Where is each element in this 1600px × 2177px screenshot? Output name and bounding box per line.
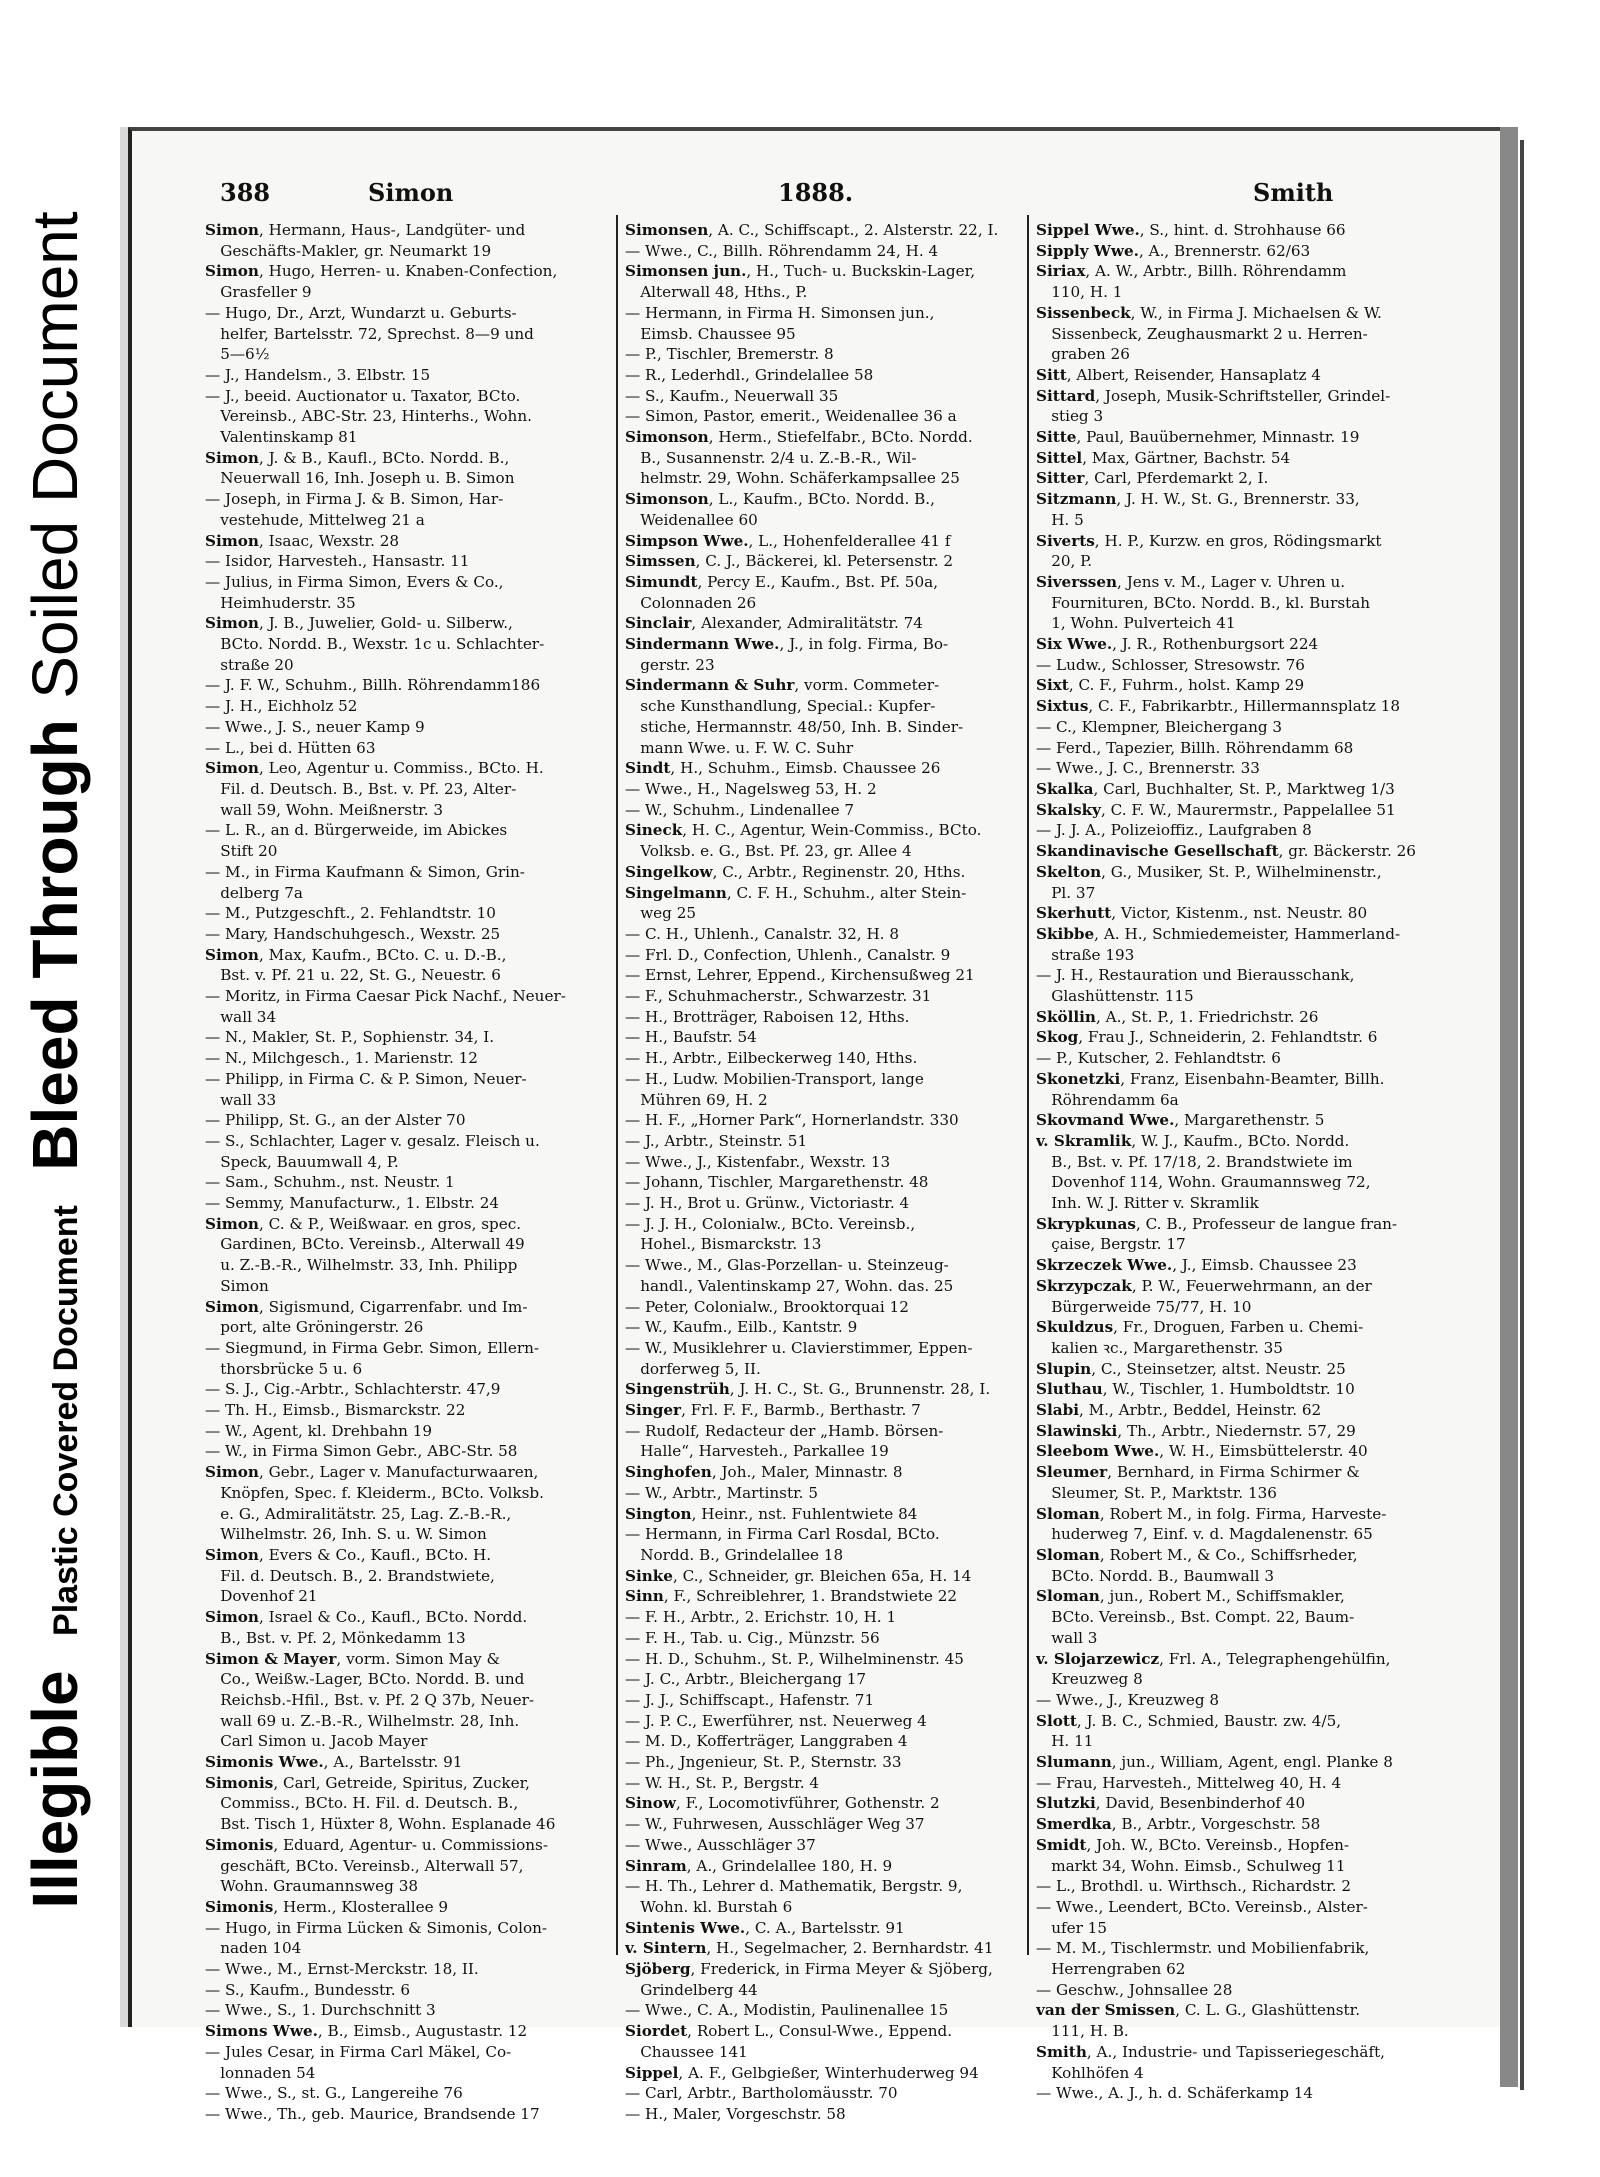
directory-entry-line: — F. H., Tab. u. Cig., Münzstr. 56 bbox=[625, 1628, 880, 1647]
directory-entry-line: u. Z.-B.-R., Wilhelmstr. 33, Inh. Philipp bbox=[205, 1256, 518, 1275]
directory-entry-line: Skerhutt, Victor, Kistenm., nst. Neustr. 80 bbox=[1036, 904, 1368, 923]
directory-entry-line: Sipply Wwe., A., Brennerstr. 62/63 bbox=[1036, 241, 1311, 260]
directory-entry-line: — N., Makler, St. P., Sophienstr. 34, I. bbox=[205, 1028, 495, 1047]
directory-entry-line: Dovenhof 21 bbox=[205, 1587, 318, 1606]
directory-entry-line: Simon, Hugo, Herren- u. Knaben-Confection, bbox=[205, 262, 558, 281]
directory-entry-line: — Ph., Jngenieur, St. P., Sternstr. 33 bbox=[625, 1753, 902, 1772]
directory-entry-line: Sippel Wwe., S., hint. d. Strohhause 66 bbox=[1036, 221, 1346, 239]
directory-entry-line: — Ferd., Tapezier, Billh. Röhrendamm 68 bbox=[1036, 738, 1354, 757]
directory-entry-line: Sitt, Albert, Reisender, Hansaplatz 4 bbox=[1036, 365, 1321, 384]
directory-entry-line: Singer, Frl. F. F., Barmb., Berthastr. 7 bbox=[625, 1401, 921, 1420]
directory-entry-line: — P., Kutscher, 2. Fehlandtstr. 6 bbox=[1036, 1049, 1281, 1068]
directory-entry-line: — Wwe., J. S., neuer Kamp 9 bbox=[205, 717, 425, 736]
directory-entry-line: straße 193 bbox=[1036, 945, 1135, 964]
directory-entry-line: Smith, A., Industrie- und Tapisseriegeschäft, bbox=[1036, 2042, 1386, 2061]
directory-entry-line: straße 20 bbox=[205, 655, 294, 674]
directory-entry-line: Slupin, C., Steinsetzer, altst. Neustr. 25 bbox=[1036, 1359, 1346, 1378]
directory-entry-line: — Isidor, Harvesteh., Hansastr. 11 bbox=[205, 552, 470, 571]
directory-entry-line: Sjöberg, Frederick, in Firma Meyer & Sjöberg, bbox=[625, 1960, 993, 1979]
directory-entry-line: Chaussee 141 bbox=[625, 2042, 748, 2061]
directory-entry-line: B., Susannenstr. 2/4 u. Z.-B.-R., Wil- bbox=[625, 448, 917, 467]
directory-entry-line: markt 34, Wohn. Eimsb., Schulweg 11 bbox=[1036, 1856, 1346, 1875]
directory-entry-line: — Wwe., C., Billh. Röhrendamm 24, H. 4 bbox=[625, 241, 939, 260]
directory-entry-line: mann Wwe. u. F. W. C. Suhr bbox=[625, 738, 854, 757]
directory-entry-line: Sloman, Robert M., & Co., Schiffsrheder, bbox=[1036, 1546, 1358, 1564]
directory-entry-line: Grindelberg 44 bbox=[625, 1980, 758, 1999]
directory-entry-line: Halle“, Harvesteh., Parkallee 19 bbox=[625, 1442, 889, 1461]
directory-entry-line: Simundt, Percy E., Kaufm., Bst. Pf. 50a, bbox=[625, 572, 939, 591]
directory-entry-line: — J. J., Schiffscapt., Hafenstr. 71 bbox=[625, 1690, 875, 1709]
directory-entry-line: — Hermann, in Firma H. Simonsen jun., bbox=[625, 303, 935, 322]
directory-entry-line: wall 3 bbox=[1036, 1628, 1098, 1647]
directory-entry-line: — Wwe., Leendert, BCto. Vereinsb., Alster- bbox=[1036, 1897, 1368, 1916]
directory-entry-line: dorferweg 5, II. bbox=[625, 1359, 761, 1378]
directory-entry-line: Simonson, Herm., Stiefelfabr., BCto. Nordd. bbox=[625, 428, 973, 447]
directory-column-1 bbox=[205, 220, 615, 2125]
directory-entry-line: Reichsb.-Hfil., Bst. v. Pf. 2 Q 37b, Neuer- bbox=[205, 1690, 534, 1709]
directory-entry-line: — W., Fuhrwesen, Ausschläger Weg 37 bbox=[625, 1815, 925, 1834]
directory-entry-line: Skalka, Carl, Buchhalter, St. P., Marktweg 1/3 bbox=[1036, 779, 1395, 798]
directory-entry-line: Sippel, A. F., Gelbgießer, Winterhuderweg 94 bbox=[625, 2063, 979, 2082]
directory-entry-line: Inh. W. J. Ritter v. Skramlik bbox=[1036, 1194, 1259, 1213]
directory-entry-line: — F. H., Arbtr., 2. Erichstr. 10, H. 1 bbox=[625, 1608, 897, 1627]
directory-entry-line: Glashüttenstr. 115 bbox=[1036, 987, 1194, 1006]
directory-entry-line: — W., in Firma Simon Gebr., ABC-Str. 58 bbox=[205, 1442, 518, 1461]
directory-entry-line: Wohn. kl. Burstah 6 bbox=[625, 1897, 793, 1916]
directory-entry-line: Sloman, jun., Robert M., Schiffsmakler, bbox=[1036, 1587, 1345, 1606]
directory-entry-line: — Wwe., J. C., Brennerstr. 33 bbox=[1036, 759, 1260, 778]
directory-entry-line: — J. P. C., Ewerführer, nst. Neuerweg 4 bbox=[625, 1711, 927, 1730]
directory-entry-line: — Wwe., M., Ernst-Merckstr. 18, II. bbox=[205, 1960, 479, 1979]
directory-entry-line: — Wwe., J., Kreuzweg 8 bbox=[1036, 1690, 1220, 1709]
directory-entry-line: wall 33 bbox=[205, 1090, 277, 1109]
soiled-document-label: Soiled Document bbox=[19, 211, 91, 699]
directory-entry-line: Simon, Hermann, Haus-, Landgüter- und bbox=[205, 221, 526, 239]
directory-entry-line: Sinow, F., Locomotivführer, Gothenstr. 2 bbox=[625, 1794, 940, 1813]
directory-entry-line: — Frau, Harvesteh., Mittelweg 40, H. 4 bbox=[1036, 1773, 1342, 1792]
directory-entry-line: — L., bei d. Hütten 63 bbox=[205, 738, 376, 757]
directory-entry-line: — H. D., Schuhm., St. P., Wilhelminenstr. 45 bbox=[625, 1649, 964, 1668]
directory-entry-line: — Ernst, Lehrer, Eppend., Kirchensußweg 21 bbox=[625, 966, 975, 985]
directory-entry-line: Sinram, A., Grindelallee 180, H. 9 bbox=[625, 1856, 893, 1875]
directory-entry-line: — Wwe., A. J., h. d. Schäferkamp 14 bbox=[1036, 2084, 1314, 2103]
directory-entry-line: v. Slojarzewicz, Frl. A., Telegraphengehülfin, bbox=[1036, 1649, 1391, 1668]
directory-entry-line: — Semmy, Manufacturw., 1. Elbstr. 24 bbox=[205, 1194, 500, 1213]
directory-entry-line: 110, H. 1 bbox=[1036, 283, 1123, 302]
directory-entry-line: — W., Agent, kl. Drehbahn 19 bbox=[205, 1421, 433, 1440]
directory-entry-line: — Hugo, Dr., Arzt, Wundarzt u. Geburts- bbox=[205, 303, 517, 322]
directory-entry-line: stieg 3 bbox=[1036, 407, 1104, 426]
directory-entry-line: Smidt, Joh. W., BCto. Vereinsb., Hopfen- bbox=[1036, 1835, 1349, 1854]
directory-entry-line: H. 11 bbox=[1036, 1732, 1094, 1751]
directory-entry-line: Eimsb. Chaussee 95 bbox=[625, 324, 796, 343]
directory-entry-line: helfer, Bartelsstr. 72, Sprechst. 8—9 und bbox=[205, 324, 534, 343]
directory-entry-line: Speck, Bauumwall 4, P. bbox=[205, 1152, 399, 1171]
directory-entry-line: thorsbrücke 5 u. 6 bbox=[205, 1359, 363, 1378]
directory-entry-line: port, alte Gröningerstr. 26 bbox=[205, 1318, 424, 1337]
plastic-covered-label: Plastic Covered Document bbox=[47, 1205, 85, 1636]
directory-entry-line: Colonnaden 26 bbox=[625, 593, 757, 612]
directory-entry-line: Volksb. e. G., Bst. Pf. 23, gr. Allee 4 bbox=[625, 842, 912, 861]
directory-entry-line: Sleumer, St. P., Marktstr. 136 bbox=[1036, 1483, 1277, 1502]
directory-entry-line: Simon, Evers & Co., Kaufl., BCto. H. bbox=[205, 1546, 492, 1564]
directory-entry-line: Skonetzki, Franz, Eisenbahn-Beamter, Billh. bbox=[1036, 1069, 1385, 1088]
directory-entry-line: graben 26 bbox=[1036, 345, 1130, 364]
directory-entry-line: Alterwall 48, Hths., P. bbox=[625, 283, 808, 302]
directory-entry-line: Sleumer, Bernhard, in Firma Schirmer & bbox=[1036, 1463, 1360, 1482]
directory-entry-line: Hohel., Bismarckstr. 13 bbox=[625, 1235, 822, 1254]
directory-entry-line: — S., Schlachter, Lager v. gesalz. Fleisch u. bbox=[205, 1131, 540, 1150]
directory-entry-line: — Wwe., J., Kistenfabr., Wexstr. 13 bbox=[625, 1152, 891, 1171]
directory-entry-line: Sintenis Wwe., C. A., Bartelsstr. 91 bbox=[625, 1918, 905, 1937]
directory-entry-line: Siverssen, Jens v. M., Lager v. Uhren u. bbox=[1036, 572, 1346, 591]
directory-entry-line: Sitzmann, J. H. W., St. G., Brennerstr. 33, bbox=[1036, 490, 1360, 509]
directory-entry-line: — W., Schuhm., Lindenallee 7 bbox=[625, 800, 855, 819]
directory-entry-line: Sington, Heinr., nst. Fuhlentwiete 84 bbox=[625, 1504, 918, 1523]
directory-entry-line: Valentinskamp 81 bbox=[205, 428, 358, 447]
directory-entry-line: stiche, Hermannstr. 48/50, Inh. B. Sinder- bbox=[625, 717, 964, 736]
directory-column-3 bbox=[1036, 220, 1456, 2104]
directory-entry-line: Sluthau, W., Tischler, 1. Humboldtstr. 10 bbox=[1036, 1380, 1355, 1399]
directory-entry-line: — Sam., Schuhm., nst. Neustr. 1 bbox=[205, 1173, 455, 1192]
directory-entry-line: Sineck, H. C., Agentur, Wein-Commiss., BCto. bbox=[625, 821, 982, 840]
directory-entry-line: Simonsen jun., H., Tuch- u. Buckskin-Lager, bbox=[625, 262, 976, 281]
directory-entry-line: 20, P. bbox=[1036, 552, 1093, 571]
bleed-through-label: Bleed Through bbox=[19, 719, 91, 1171]
directory-entry-line: BCto. Nordd. B., Baumwall 3 bbox=[1036, 1566, 1274, 1585]
directory-entry-line: Simonis, Eduard, Agentur- u. Commissions- bbox=[205, 1835, 548, 1854]
directory-entry-line: — H., Baufstr. 54 bbox=[625, 1028, 757, 1047]
condition-label-text bbox=[18, 211, 92, 1908]
directory-entry-line: — N., Milchgesch., 1. Marienstr. 12 bbox=[205, 1049, 478, 1068]
column-rule bbox=[616, 215, 618, 1955]
directory-entry-line: Slumann, jun., William, Agent, engl. Planke 8 bbox=[1036, 1753, 1393, 1772]
directory-entry-line: — J. J. A., Polizeioffiz., Laufgraben 8 bbox=[1036, 821, 1312, 840]
directory-entry-line: — W., Arbtr., Martinstr. 5 bbox=[625, 1483, 818, 1502]
directory-entry-line: Skrzeczek Wwe., J., Eimsb. Chaussee 23 bbox=[1036, 1256, 1357, 1275]
directory-entry-line: sche Kunsthandlung, Special.: Kupfer- bbox=[625, 697, 936, 716]
directory-entry-line: — H., Arbtr., Eilbeckerweg 140, Hths. bbox=[625, 1049, 918, 1068]
directory-entry-line: — Wwe., C. A., Modistin, Paulinenallee 15 bbox=[625, 2001, 949, 2020]
directory-entry-line: — M. D., Kofferträger, Langgraben 4 bbox=[625, 1732, 908, 1751]
directory-entry-line: Singhofen, Joh., Maler, Minnastr. 8 bbox=[625, 1463, 903, 1482]
directory-entry-line: — J., beeid. Auctionator u. Taxator, BCto. bbox=[205, 386, 521, 405]
directory-entry-line: — H., Brotträger, Raboisen 12, Hths. bbox=[625, 1007, 910, 1026]
directory-entry-line: Simssen, C. J., Bäckerei, kl. Petersenstr. 2 bbox=[625, 552, 954, 571]
directory-entry-line: Simon, J. B., Juwelier, Gold- u. Silberw., bbox=[205, 614, 513, 633]
directory-entry-line: — Moritz, in Firma Caesar Pick Nachf., Neuer- bbox=[205, 987, 566, 1006]
directory-entry-line: Slutzki, David, Besenbinderhof 40 bbox=[1036, 1794, 1306, 1813]
directory-entry-line: — F., Schuhmacherstr., Schwarzestr. 31 bbox=[625, 987, 932, 1006]
directory-entry-line: — Wwe., S., st. G., Langereihe 76 bbox=[205, 2084, 463, 2103]
directory-entry-line: — Frl. D., Confection, Uhlenh., Canalstr. 9 bbox=[625, 945, 951, 964]
directory-entry-line: Sköllin, A., St. P., 1. Friedrichstr. 26 bbox=[1036, 1007, 1319, 1026]
directory-entry-line: Neuerwall 16, Inh. Joseph u. B. Simon bbox=[205, 469, 515, 488]
directory-entry-line: Fournituren, BCto. Nordd. B., kl. Burstah bbox=[1036, 593, 1371, 612]
directory-entry-line: Kohlhöfen 4 bbox=[1036, 2063, 1144, 2082]
directory-entry-line: Skandinavische Gesellschaft, gr. Bäckerstr. 26 bbox=[1036, 842, 1416, 861]
directory-entry-line: — Mary, Handschuhgesch., Wexstr. 25 bbox=[205, 924, 501, 943]
directory-entry-line: vestehude, Mittelweg 21 a bbox=[205, 510, 425, 529]
directory-entry-line: — Hermann, in Firma Carl Rosdal, BCto. bbox=[625, 1525, 940, 1544]
directory-entry-line: — M., Putzgeschft., 2. Fehlandtstr. 10 bbox=[205, 904, 496, 923]
directory-entry-line: — J. J. H., Colonialw., BCto. Vereinsb., bbox=[625, 1214, 916, 1233]
directory-entry-line: Sinclair, Alexander, Admiralitätstr. 74 bbox=[625, 614, 923, 633]
directory-entry-line: Pl. 37 bbox=[1036, 883, 1096, 902]
directory-entry-line: Kreuzweg 8 bbox=[1036, 1670, 1143, 1689]
directory-entry-line: — Ludw., Schlosser, Stresowstr. 76 bbox=[1036, 655, 1305, 674]
directory-entry-line: Nordd. B., Grindelallee 18 bbox=[625, 1546, 844, 1564]
directory-entry-line: weg 25 bbox=[625, 904, 697, 923]
left-running-head: Simon bbox=[368, 178, 454, 207]
directory-entry-line: — C., Klempner, Bleichergang 3 bbox=[1036, 717, 1283, 736]
directory-entry-line: — Th. H., Eimsb., Bismarckstr. 22 bbox=[205, 1401, 466, 1420]
directory-entry-line: — J. H., Brot u. Grünw., Victoriastr. 4 bbox=[625, 1194, 910, 1213]
directory-entry-line: ufer 15 bbox=[1036, 1918, 1107, 1937]
directory-entry-line: — Simon, Pastor, emerit., Weidenallee 36 a bbox=[625, 407, 957, 426]
directory-entry-line: Commiss., BCto. H. Fil. d. Deutsch. B., bbox=[205, 1794, 519, 1813]
directory-entry-line: Dovenhof 114, Wohn. Graumannsweg 72, bbox=[1036, 1173, 1371, 1192]
page-number: 388 bbox=[220, 178, 271, 207]
directory-entry-line: Skuldzus, Fr., Droguen, Farben u. Chemi- bbox=[1036, 1318, 1364, 1337]
facing-page-edge bbox=[1500, 127, 1518, 2087]
directory-entry-line: wall 34 bbox=[205, 1007, 277, 1026]
directory-entry-line: — H., Maler, Vorgeschstr. 58 bbox=[625, 2104, 846, 2123]
directory-entry-line: — J. C., Arbtr., Bleichergang 17 bbox=[625, 1670, 867, 1689]
directory-entry-line: Sixtus, C. F., Fabrikarbtr., Hillermannsplatz 18 bbox=[1036, 697, 1401, 716]
directory-entry-line: — H., Ludw. Mobilien-Transport, lange bbox=[625, 1069, 924, 1088]
directory-entry-line: lonnaden 54 bbox=[205, 2063, 316, 2082]
directory-entry-line: Wohn. Graumannsweg 38 bbox=[205, 1877, 419, 1896]
directory-entry-line: huderweg 7, Einf. v. d. Magdalenenstr. 65 bbox=[1036, 1525, 1373, 1544]
directory-entry-line: Simonsen, A. C., Schiffscapt., 2. Alsterstr. 22, I. bbox=[625, 221, 999, 239]
directory-entry-line: — Wwe., H., Nagelsweg 53, H. 2 bbox=[625, 779, 877, 798]
directory-entry-line: — M. M., Tischlermstr. und Mobilienfabrik, bbox=[1036, 1939, 1370, 1958]
directory-entry-line: Simon, Israel & Co., Kaufl., BCto. Nordd. bbox=[205, 1608, 528, 1627]
directory-entry-line: Sinn, F., Schreiblehrer, 1. Brandstwiete 22 bbox=[625, 1587, 958, 1606]
condition-label bbox=[0, 130, 110, 1990]
directory-entry-line: — W., Kaufm., Eilb., Kantstr. 9 bbox=[625, 1318, 858, 1337]
directory-entry-line: Simon, Max, Kaufm., BCto. C. u. D.-B., bbox=[205, 945, 507, 964]
directory-entry-line: v. Sintern, H., Segelmacher, 2. Bernhardstr. 41 bbox=[625, 1939, 994, 1958]
directory-entry-line: Bürgerweide 75/77, H. 10 bbox=[1036, 1297, 1252, 1316]
directory-entry-line: Grasfeller 9 bbox=[205, 283, 312, 302]
directory-entry-line: Sitter, Carl, Pferdemarkt 2, I. bbox=[1036, 469, 1269, 488]
directory-entry-line: — Philipp, in Firma C. & P. Simon, Neuer- bbox=[205, 1069, 527, 1088]
directory-entry-line: Singelkow, C., Arbtr., Reginenstr. 20, Hths. bbox=[625, 862, 966, 881]
directory-entry-line: — Hugo, in Firma Lücken & Simonis, Colon- bbox=[205, 1918, 548, 1937]
directory-entry-line: — M., in Firma Kaufmann & Simon, Grin- bbox=[205, 862, 525, 881]
directory-entry-line: Sindermann & Suhr, vorm. Commeter- bbox=[625, 676, 940, 695]
directory-entry-line: 5—6½ bbox=[205, 345, 270, 364]
directory-entry-line: — Wwe., Ausschläger 37 bbox=[625, 1835, 816, 1854]
directory-entry-line: — S. J., Cig.-Arbtr., Schlachterstr. 47,9 bbox=[205, 1380, 501, 1399]
year-heading: 1888. bbox=[778, 178, 854, 207]
directory-entry-line: Slawinski, Th., Arbtr., Niedernstr. 57, 29 bbox=[1036, 1421, 1356, 1440]
directory-entry-line: — L., Brothdl. u. Wirthsch., Richardstr. 2 bbox=[1036, 1877, 1352, 1896]
directory-entry-line: BCto. Vereinsb., Bst. Compt. 22, Baum- bbox=[1036, 1608, 1355, 1627]
directory-entry-line: Bst. v. Pf. 21 u. 22, St. G., Neuestr. 6 bbox=[205, 966, 501, 985]
directory-entry-line: Skibbe, A. H., Schmiedemeister, Hammerland- bbox=[1036, 924, 1401, 943]
directory-entry-line: H. 5 bbox=[1036, 510, 1084, 529]
directory-entry-line: Siordet, Robert L., Consul-Wwe., Eppend. bbox=[625, 2022, 953, 2041]
directory-entry-line: B., Bst. v. Pf. 17/18, 2. Brandstwiete im bbox=[1036, 1152, 1353, 1171]
directory-entry-line: Herrengraben 62 bbox=[1036, 1960, 1186, 1979]
directory-entry-line: wall 59, Wohn. Meißnerstr. 3 bbox=[205, 800, 444, 819]
directory-entry-line: Sindt, H., Schuhm., Eimsb. Chaussee 26 bbox=[625, 759, 941, 778]
directory-entry-line: — P., Tischler, Bremerstr. 8 bbox=[625, 345, 834, 364]
directory-entry-line: — Wwe., M., Glas-Porzellan- u. Steinzeug- bbox=[625, 1256, 949, 1275]
directory-entry-line: wall 69 u. Z.-B.-R., Wilhelmstr. 28, Inh. bbox=[205, 1711, 520, 1730]
directory-entry-line: Röhrendamm 6a bbox=[1036, 1090, 1179, 1109]
directory-entry-line: Siverts, H. P., Kurzw. en gros, Rödingsmarkt bbox=[1036, 531, 1382, 550]
directory-entry-line: gerstr. 23 bbox=[625, 655, 715, 674]
directory-entry-line: Simpson Wwe., L., Hohenfelderallee 41 f bbox=[625, 531, 951, 550]
directory-entry-line: Simon, C. & P., Weißwaar. en gros, spec. bbox=[205, 1214, 522, 1233]
right-running-head: Smith bbox=[1253, 178, 1334, 207]
directory-entry-line: — Siegmund, in Firma Gebr. Simon, Ellern- bbox=[205, 1338, 540, 1357]
directory-entry-line: Sleebom Wwe., W. H., Eimsbüttelerstr. 40 bbox=[1036, 1442, 1368, 1461]
directory-entry-line: Singenstrüh, J. H. C., St. G., Brunnenstr. 28, I. bbox=[625, 1380, 991, 1399]
directory-entry-line: Geschäfts-Makler, gr. Neumarkt 19 bbox=[205, 241, 492, 260]
directory-entry-line: e. G., Admiralitätstr. 25, Lag. Z.-B.-R., bbox=[205, 1504, 512, 1523]
directory-entry-line: Siriax, A. W., Arbtr., Billh. Röhrendamm bbox=[1036, 262, 1347, 281]
directory-entry-line: Skrzypczak, P. W., Feuerwehrmann, an der bbox=[1036, 1276, 1372, 1295]
directory-entry-line: — Joseph, in Firma J. & B. Simon, Har- bbox=[205, 490, 504, 509]
directory-entry-line: Stift 20 bbox=[205, 842, 278, 861]
directory-entry-line: çaise, Bergstr. 17 bbox=[1036, 1235, 1186, 1254]
directory-entry-line: Simonis, Carl, Getreide, Spiritus, Zucker, bbox=[205, 1773, 530, 1792]
directory-column-2 bbox=[625, 220, 1030, 2125]
directory-entry-line: Sissenbeck, W., in Firma J. Michaelsen & W. bbox=[1036, 303, 1382, 322]
directory-entry-line: — J., Arbtr., Steinstr. 51 bbox=[625, 1131, 808, 1150]
directory-entry-line: Carl Simon u. Jacob Mayer bbox=[205, 1732, 428, 1751]
directory-entry-line: Heimhuderstr. 35 bbox=[205, 593, 356, 612]
directory-entry-line: Bst. Tisch 1, Hüxter 8, Wohn. Esplanade 46 bbox=[205, 1815, 556, 1834]
directory-entry-line: Simon, Gebr., Lager v. Manufacturwaaren, bbox=[205, 1463, 539, 1482]
directory-entry-line: 1, Wohn. Pulverteich 41 bbox=[1036, 614, 1236, 633]
directory-entry-line: Slabi, M., Arbtr., Beddel, Heinstr. 62 bbox=[1036, 1401, 1322, 1420]
directory-entry-line: — S., Kaufm., Neuerwall 35 bbox=[625, 386, 839, 405]
directory-entry-line: Slott, J. B. C., Schmied, Baustr. zw. 4/5, bbox=[1036, 1711, 1342, 1730]
directory-entry-line: Sinke, C., Schneider, gr. Bleichen 65a, H. 14 bbox=[625, 1566, 972, 1585]
directory-entry-line: Sindermann Wwe., J., in folg. Firma, Bo- bbox=[625, 635, 949, 654]
page-header bbox=[218, 178, 1458, 214]
directory-entry-line: — S., Kaufm., Bundesstr. 6 bbox=[205, 1980, 411, 1999]
directory-entry-line: v. Skramlik, W. J., Kaufm., BCto. Nordd. bbox=[1036, 1131, 1350, 1150]
directory-entry-line: Simon, Sigismund, Cigarrenfabr. und Im- bbox=[205, 1297, 528, 1316]
directory-entry-line: — Carl, Arbtr., Bartholomäusstr. 70 bbox=[625, 2084, 898, 2103]
illegible-label: Illegible bbox=[19, 1670, 91, 1909]
facing-page-edge-line bbox=[1520, 140, 1524, 2090]
directory-entry-line: Vereinsb., ABC-Str. 23, Hinterhs., Wohn. bbox=[205, 407, 532, 426]
directory-entry-line: Fil. d. Deutsch. B., Bst. v. Pf. 23, Alter- bbox=[205, 779, 517, 798]
directory-entry-line: — Rudolf, Redacteur der „Hamb. Börsen- bbox=[625, 1421, 944, 1440]
directory-entry-line: Simonis, Herm., Klosterallee 9 bbox=[205, 1897, 449, 1916]
directory-entry-line: Co., Weißw.-Lager, BCto. Nordd. B. und bbox=[205, 1670, 525, 1689]
directory-entry-line: — Wwe., Th., geb. Maurice, Brandsende 17 bbox=[205, 2104, 540, 2123]
directory-entry-line: Smerdka, B., Arbtr., Vorgeschstr. 58 bbox=[1036, 1815, 1321, 1834]
directory-entry-line: Sissenbeck, Zeughausmarkt 2 u. Herren- bbox=[1036, 324, 1368, 343]
directory-entry-line: — H. F., „Horner Park“, Hornerlandstr. 330 bbox=[625, 1111, 959, 1130]
directory-entry-line: Simonis Wwe., A., Bartelsstr. 91 bbox=[205, 1753, 463, 1772]
directory-entry-line: Singelmann, C. F. H., Schuhm., alter Stein- bbox=[625, 883, 967, 902]
directory-entry-line: van der Smissen, C. L. G., Glashüttenstr. bbox=[1036, 2001, 1361, 2020]
directory-entry-line: geschäft, BCto. Vereinsb., Alterwall 57, bbox=[205, 1856, 524, 1875]
directory-entry-line: Skelton, G., Musiker, St. P., Wilhelminenstr., bbox=[1036, 862, 1382, 881]
directory-entry-line: — J., Handelsm., 3. Elbstr. 15 bbox=[205, 365, 431, 384]
directory-entry-line: — H. Th., Lehrer d. Mathematik, Bergstr. 9, bbox=[625, 1877, 963, 1896]
directory-entry-line: Skrypkunas, C. B., Professeur de langue fran- bbox=[1036, 1214, 1398, 1233]
directory-entry-line: — Julius, in Firma Simon, Evers & Co., bbox=[205, 572, 504, 591]
directory-entry-line: — Peter, Colonialw., Brooktorquai 12 bbox=[625, 1297, 909, 1316]
directory-entry-line: Simon, J. & B., Kaufl., BCto. Nordd. B., bbox=[205, 448, 510, 467]
directory-entry-line: Simon & Mayer, vorm. Simon May & bbox=[205, 1649, 501, 1668]
directory-entry-line: Sittel, Max, Gärtner, Bachstr. 54 bbox=[1036, 448, 1291, 467]
directory-entry-line: Sloman, Robert M., in folg. Firma, Harveste- bbox=[1036, 1504, 1387, 1523]
directory-entry-line: BCto. Nordd. B., Wexstr. 1c u. Schlachter- bbox=[205, 635, 545, 654]
directory-entry-line: Skog, Frau J., Schneiderin, 2. Fehlandtstr. 6 bbox=[1036, 1028, 1378, 1047]
directory-entry-line: Wilhelmstr. 26, Inh. S. u. W. Simon bbox=[205, 1525, 487, 1544]
directory-entry-line: 111, H. B. bbox=[1036, 2022, 1129, 2041]
directory-entry-line: — J. F. W., Schuhm., Billh. Röhrendamm186 bbox=[205, 676, 541, 695]
directory-entry-line: — Geschw., Johnsallee 28 bbox=[1036, 1980, 1233, 1999]
directory-entry-line: Knöpfen, Spec. f. Kleiderm., BCto. Volksb. bbox=[205, 1483, 544, 1502]
directory-entry-line: Simon, Isaac, Wexstr. 28 bbox=[205, 531, 400, 550]
directory-entry-line: Skalsky, C. F. W., Maurermstr., Pappelallee 51 bbox=[1036, 800, 1396, 819]
directory-entry-line: Mühren 69, H. 2 bbox=[625, 1090, 768, 1109]
directory-entry-line: — J. H., Eichholz 52 bbox=[205, 697, 358, 716]
directory-entry-line: — L. R., an d. Bürgerweide, im Abickes bbox=[205, 821, 508, 840]
directory-entry-line: — W. H., St. P., Bergstr. 4 bbox=[625, 1773, 820, 1792]
directory-entry-line: Simon bbox=[205, 1276, 269, 1295]
directory-entry-line: — Wwe., S., 1. Durchschnitt 3 bbox=[205, 2001, 436, 2020]
directory-entry-line: B., Bst. v. Pf. 2, Mönkedamm 13 bbox=[205, 1628, 466, 1647]
directory-entry-line: kalien ꝛc., Margarethenstr. 35 bbox=[1036, 1338, 1283, 1357]
directory-entry-line: Sittard, Joseph, Musik-Schriftsteller, Grindel- bbox=[1036, 386, 1391, 405]
directory-entry-line: — J. H., Restauration und Bierausschank, bbox=[1036, 966, 1355, 985]
directory-entry-line: Sixt, C. F., Fuhrm., holst. Kamp 29 bbox=[1036, 676, 1305, 695]
directory-entry-line: helmstr. 29, Wohn. Schäferkampsallee 25 bbox=[625, 469, 960, 488]
directory-entry-line: — Jules Cesar, in Firma Carl Mäkel, Co- bbox=[205, 2042, 512, 2061]
directory-entry-line: naden 104 bbox=[205, 1939, 302, 1958]
directory-entry-line: — C. H., Uhlenh., Canalstr. 32, H. 8 bbox=[625, 924, 900, 943]
directory-entry-line: — Philipp, St. G., an der Alster 70 bbox=[205, 1111, 466, 1130]
directory-entry-line: Skovmand Wwe., Margarethenstr. 5 bbox=[1036, 1111, 1325, 1130]
directory-entry-line: Sitte, Paul, Bauübernehmer, Minnastr. 19 bbox=[1036, 428, 1360, 447]
directory-entry-line: handl., Valentinskamp 27, Wohn. das. 25 bbox=[625, 1276, 954, 1295]
directory-entry-line: Simon, Leo, Agentur u. Commiss., BCto. H. bbox=[205, 759, 544, 778]
directory-entry-line: delberg 7a bbox=[205, 883, 303, 902]
directory-entry-line: Six Wwe., J. R., Rothenburgsort 224 bbox=[1036, 635, 1319, 654]
directory-entry-line: — Johann, Tischler, Margarethenstr. 48 bbox=[625, 1173, 929, 1192]
directory-entry-line: — W., Musiklehrer u. Clavierstimmer, Eppen- bbox=[625, 1338, 973, 1357]
directory-entry-line: Fil. d. Deutsch. B., 2. Brandstwiete, bbox=[205, 1566, 495, 1585]
directory-entry-line: Gardinen, BCto. Vereinsb., Alterwall 49 bbox=[205, 1235, 525, 1254]
directory-entry-line: Simonson, L., Kaufm., BCto. Nordd. B., bbox=[625, 490, 935, 509]
directory-entry-line: Weidenallee 60 bbox=[625, 510, 758, 529]
directory-entry-line: — R., Lederhdl., Grindelallee 58 bbox=[625, 365, 874, 384]
directory-entry-line: Simons Wwe., B., Eimsb., Augustastr. 12 bbox=[205, 2022, 528, 2041]
